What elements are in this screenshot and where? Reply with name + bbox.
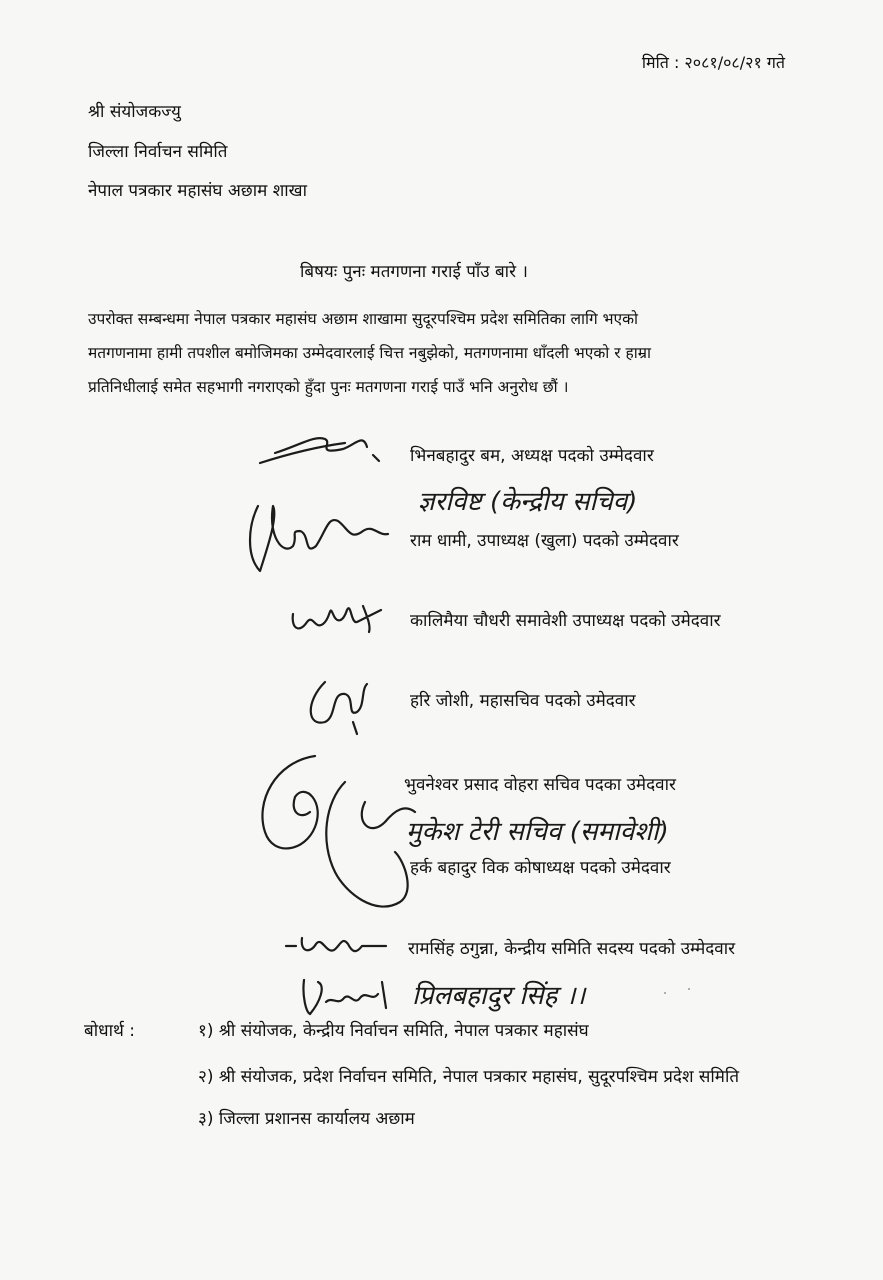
signature-4 — [295, 672, 375, 742]
candidate-line-2: राम धामी, उपाध्यक्ष (खुला) पदको उम्मेदवार — [410, 531, 679, 551]
cc-label: बोधार्थ : — [84, 1021, 135, 1041]
speck — [664, 992, 666, 994]
date-line: मिति : २०८१/०८/२१ गते — [641, 53, 785, 72]
handwritten-note-3: प्रिलबहादुर सिंह ।। — [412, 981, 586, 1011]
candidate-line-4: हरि जोशी, महासचिव पदको उमेदवार — [410, 691, 636, 711]
signature-6 — [282, 924, 392, 964]
handwritten-note-1: ज्ञरविष्ट (केन्द्रीय सचिव) — [418, 487, 638, 517]
cc-item-1: १) श्री संयोजक, केन्द्रीय निर्वाचन समिति, नेपाल पत्रकार महासंघ — [198, 1021, 589, 1041]
cc-item-3: ३) जिल्ला प्रशानस कार्यालय अछाम — [198, 1109, 415, 1129]
signature-5 — [255, 742, 425, 932]
candidate-line-7: रामसिंह ठगुन्ना, केन्द्रीय समिति सदस्य पदको उम्मेदवार — [408, 939, 736, 959]
signature-7 — [296, 972, 396, 1020]
body-line-3: प्रतिनिधीलाई समेत सहभागी नगराएको हुँदा पुनः मतगणना गराई पाउँ भनि अनुरोध छौं । — [88, 378, 569, 396]
addressee-line-3: नेपाल पत्रकार महासंघ अछाम शाखा — [88, 181, 307, 201]
body-paragraph — [88, 302, 778, 404]
signature-3 — [285, 592, 395, 642]
candidate-line-5: भुवनेश्वर प्रसाद वोहरा सचिव पदका उमेदवार — [404, 775, 676, 795]
subject-line: बिषयः पुनः मतगणना गराई पाँउ बारे । — [300, 262, 528, 282]
signature-2 — [238, 486, 398, 581]
addressee-line-2: जिल्ला निर्वाचन समिति — [88, 142, 228, 162]
candidate-line-1: भिनबहादुर बम, अध्यक्ष पदको उम्मेदवार — [410, 446, 654, 466]
body-line-2: मतगणनामा हामी तपशील बमोजिमका उम्मेदवारलाई चित्त नबुझेको, मतगणनामा धाँदली भएको र हाम्रा — [88, 344, 652, 362]
speck — [688, 988, 690, 990]
addressee-line-1: श्री संयोजकज्यु — [88, 102, 181, 122]
candidate-line-6: हर्क बहादुर विक कोषाध्यक्ष पदको उमेदवार — [410, 858, 671, 878]
body-line-1: उपरोक्त सम्बन्धमा नेपाल पत्रकार महासंघ अछाम शाखामा सुदूरपश्चिम प्रदेश समितिका लागि भएको — [88, 310, 639, 328]
signature-1 — [255, 425, 395, 475]
handwritten-note-2: मुकेश टेरी सचिव (समावेशी) — [406, 817, 669, 847]
cc-item-2: २) श्री संयोजक, प्रदेश निर्वाचन समिति, नेपाल पत्रकार महासंघ, सुदूरपश्चिम प्रदेश समिति — [198, 1067, 740, 1087]
candidate-line-3: कालिमैया चौधरी समावेशी उपाध्यक्ष पदको उमेदवार — [410, 611, 721, 631]
